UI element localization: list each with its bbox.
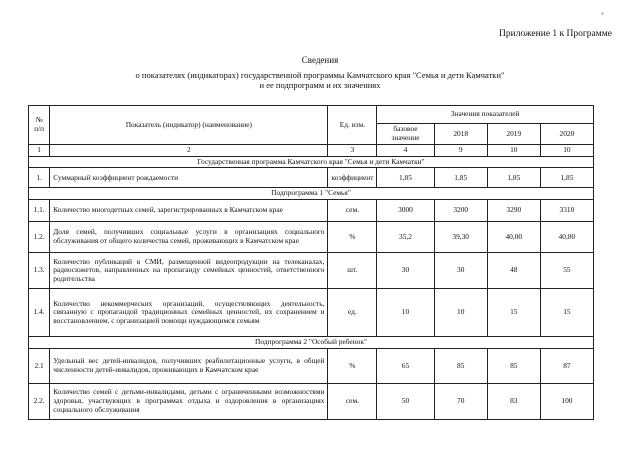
row-num: 1. — [29, 168, 50, 188]
subprogram-1-title: Подпрограмма 1 "Семья" — [29, 188, 594, 200]
row-indicator: Доля семей, получивших социальные услуги в организациях социального обслуживания от общего количества семей, проживающих в Камчатском крае — [50, 222, 328, 253]
row-2019: 15 — [487, 289, 540, 337]
header-indicator: Показатель (индикатор) (наименование) — [50, 106, 328, 145]
col-number: 2 — [50, 145, 328, 157]
document-title: Сведения — [301, 55, 339, 65]
row-base: 30 — [377, 253, 434, 289]
row-2019: 40,00 — [487, 222, 540, 253]
row-2018: 1,85 — [434, 168, 487, 188]
row-indicator: Удельный вес детей-инвалидов, получивших реабилитационные услуги, в общей численности детей-инвалидов, проживающих в Камчатском крае — [50, 348, 328, 383]
row-2020: 40,80 — [540, 222, 593, 253]
row-2019: 3290 — [487, 200, 540, 222]
column-numbers-row — [29, 145, 594, 157]
program-title: Государственная программа Камчатского края "Семья и дети Камчатки" — [29, 156, 594, 168]
scan-speck — [601, 12, 604, 15]
row-num: 2.2. — [29, 383, 50, 419]
table-row — [29, 348, 594, 383]
row-num: 1.1. — [29, 200, 50, 222]
row-indicator: Количество некоммерческих организаций, осуществляющих деятельность, связанную с пропагандой традиционных семейных ценностей, их сохранением и восстановлением, с организацией помощи нуждающимся семьям — [50, 289, 328, 337]
document-subtitle-2: и ее подпрограмм и их значениях — [259, 80, 381, 90]
row-unit: коэффициент — [328, 168, 377, 188]
row-unit: % — [328, 348, 377, 383]
row-num: 1.4. — [29, 289, 50, 337]
row-num: 2.1 — [29, 348, 50, 383]
subprogram-2-title: Подпрограмма 2 "Особый ребенок" — [29, 337, 594, 349]
row-2020: 87 — [540, 348, 593, 383]
row-indicator: Количество многодетных семей, зарегистрированных в Камчатском крае — [50, 200, 328, 222]
row-indicator: Количество публикаций в СМИ, размещенной видеопродукции на телеканалах, радиосюжетов, направленных на пропаганду семейных ценностей, ответственного родительства — [50, 253, 328, 289]
row-2020: 15 — [540, 289, 593, 337]
row-2018: 3200 — [434, 200, 487, 222]
header-2019: 2019 — [487, 124, 540, 145]
row-unit: сем. — [328, 200, 377, 222]
table-row — [29, 383, 594, 419]
row-2018: 85 — [434, 348, 487, 383]
col-number: 4 — [377, 145, 434, 157]
row-indicator: Суммарный коэффициент рождаемости — [50, 168, 328, 188]
row-num: 1.2. — [29, 222, 50, 253]
table-row — [29, 289, 594, 337]
appendix-note: Приложение 1 к Программе — [499, 29, 612, 39]
header-unit: Ед. изм. — [328, 106, 377, 145]
row-2018: 30 — [434, 253, 487, 289]
col-number: 10 — [487, 145, 540, 157]
row-unit: шт. — [328, 253, 377, 289]
row-2020: 1,85 — [540, 168, 593, 188]
col-number: 1 — [29, 145, 50, 157]
header-num: № п/п — [29, 106, 50, 145]
header-base: базовое значение — [377, 124, 434, 145]
row-2018: 70 — [434, 383, 487, 419]
row-2019: 83 — [487, 383, 540, 419]
row-2020: 55 — [540, 253, 593, 289]
col-number: 3 — [328, 145, 377, 157]
table-row — [29, 200, 594, 222]
row-2019: 1,85 — [487, 168, 540, 188]
table-row — [29, 253, 594, 289]
table-row — [29, 222, 594, 253]
header-row — [29, 106, 594, 124]
row-num: 1.3. — [29, 253, 50, 289]
row-indicator: Количество семей с детьми-инвалидами, детьми с ограниченными возможностями здоровья, участвующих в программах отдыха и оздоровления в организациях социального обслуживания — [50, 383, 328, 419]
row-base: 50 — [377, 383, 434, 419]
document-subtitle: о показателях (индикаторах) государственной программы Камчатского края "Семья и дети Камчатки" — [135, 70, 505, 80]
col-number: 9 — [434, 145, 487, 157]
row-base: 1,85 — [377, 168, 434, 188]
header-2018: 2018 — [434, 124, 487, 145]
subprogram-1-title-row — [29, 188, 594, 200]
program-title-row — [29, 156, 594, 168]
row-unit: ед. — [328, 289, 377, 337]
table-row — [29, 168, 594, 188]
row-2020: 3310 — [540, 200, 593, 222]
row-2019: 48 — [487, 253, 540, 289]
subprogram-2-title-row — [29, 337, 594, 349]
row-base: 10 — [377, 289, 434, 337]
row-2018: 10 — [434, 289, 487, 337]
col-number: 10 — [540, 145, 593, 157]
row-2020: 100 — [540, 383, 593, 419]
header-2020: 2020 — [540, 124, 593, 145]
row-unit: % — [328, 222, 377, 253]
row-base: 35,2 — [377, 222, 434, 253]
header-values-group: Значения показателей — [377, 106, 594, 124]
row-2019: 85 — [487, 348, 540, 383]
row-base: 3000 — [377, 200, 434, 222]
row-2018: 39,30 — [434, 222, 487, 253]
indicators-table — [28, 105, 594, 420]
row-base: 65 — [377, 348, 434, 383]
row-unit: сем. — [328, 383, 377, 419]
